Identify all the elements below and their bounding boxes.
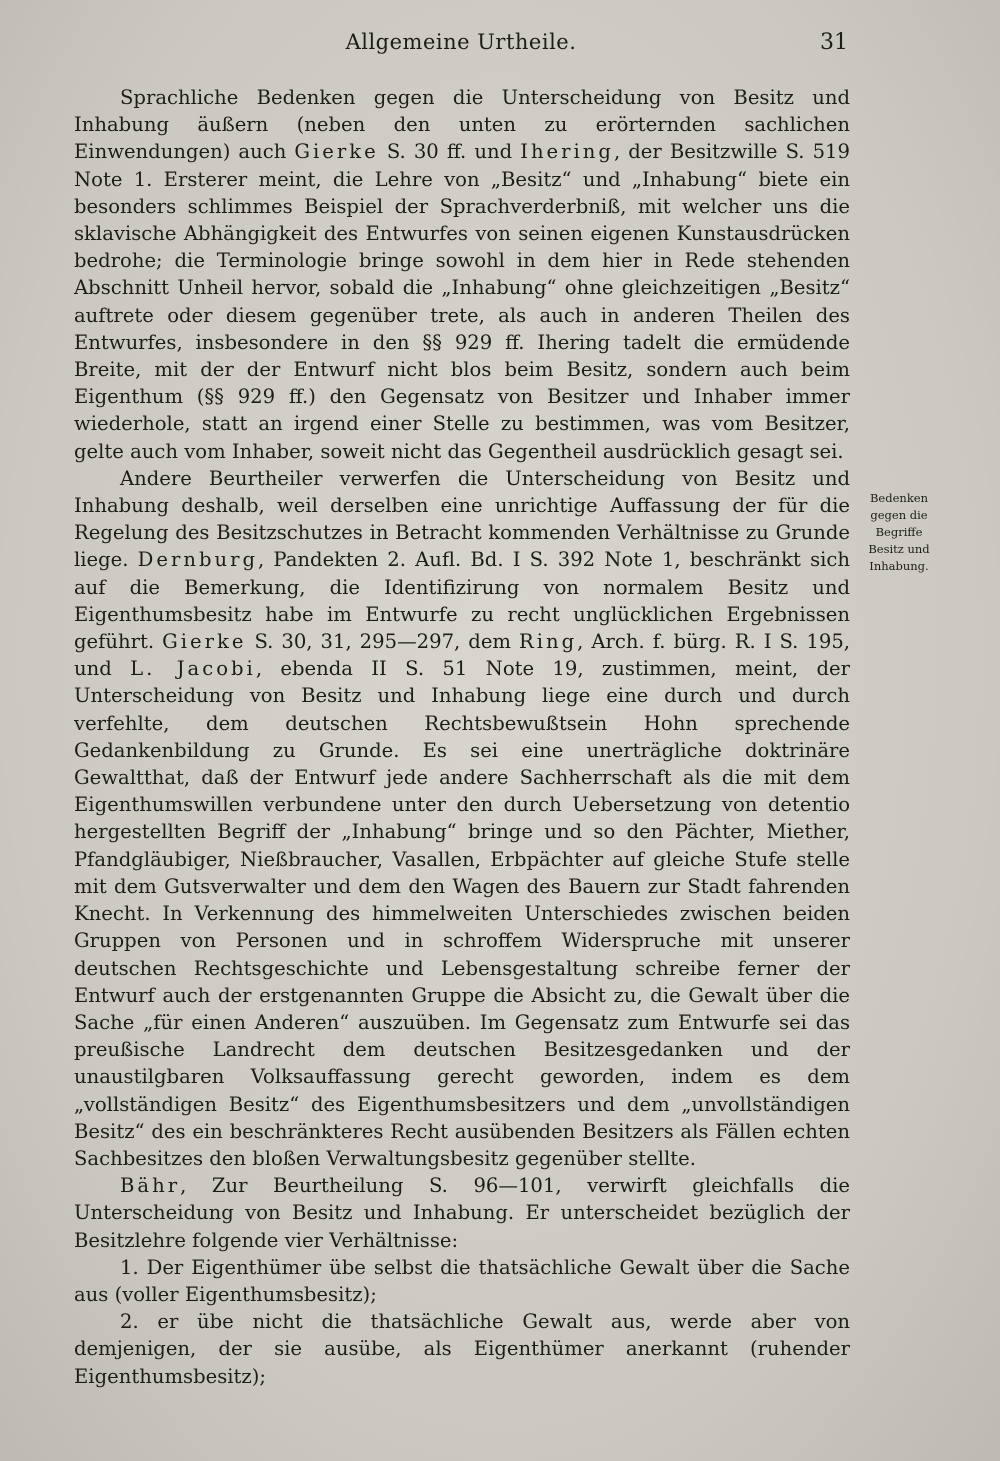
text-segment: , der Besitzwille S. 519 Note 1. Ersterer meint, die Lehre von „Besitz“ und „Inhabung“ biete ein besonders schlimmes Beispiel der Sprachverderbniß, mit welcher uns die sklavische Abhängigkeit des Entwurfes von seinen eigenen Kunstausdrücken bedrohe; die Terminologie bringe sowohl in dem hier in Rede stehenden Abschnitt Unheil hervor, sobald die „Inhabung“ ohne gleichzeitigen „Besitz“ auftrete oder diesem gegenüber trete, als auch in anderen Theilen des Entwurfes, insbesondere in den §§ 929 ff. Ihering tadelt die ermüdende Breite, mit der der Entwurf nicht blos beim Besitz, sondern auch beim Eigenthum (§§ 929 ff.) den Gegensatz von Besitzer und Inhaber immer wiederhole, statt an irgend einer Stelle zu bestimmen, was vom Besitzer, gelte auch vom Inhaber, soweit nicht das Gegentheil ausdrücklich gesagt sei. <box>74 140 850 463</box>
paragraph <box>74 84 850 465</box>
author-name: Gierke <box>162 630 247 654</box>
text-segment: , Pandekten 2. Aufl. Bd. I S. 392 Note 1, beschränkt sich auf die Bemerkung, die Identifizirung von normalem Besitz und Eigenthumsbesitz habe im Entwurfe zu recht unglücklichen Ergebnissen geführt. <box>74 548 851 654</box>
text-segment: , ebenda II S. 51 Note 19, zustimmen, meint, der Unterscheidung von Besitz und Inhabung liege eine durch und durch verfehlte, dem deutschen Rechtsbewußtsein Hohn sprechende Gedankenbildung zu Grunde. Es sei eine unerträgliche doktrinäre Gewaltthat, daß der Entwurf jede andere Sachherrschaft als die mit dem Eigenthumswillen verbundene unter den durch Uebersetzung von detentio hergestellten Begriff der „Inhabung“ bringe und so den Pächter, Miether, Pfandgläubiger, Nießbraucher, Vasallen, Erbpächter auf gleiche Stufe stelle mit dem Gutsverwalter und dem den Wagen des Bauern zur Stadt fahrenden Knecht. In Verkennung des himmelweiten Unterschiedes zwischen beiden Gruppen von Personen und in schroffem Widerspruche mit unserer deutschen Rechtsgeschichte und Lebensgestaltung schreibe ferner der Entwurf auch der erstgenannten Gruppe die Absicht zu, die Gewalt über die Sache „für einen Anderen“ auszuüben. Im Gegensatz zum Entwurfe sei das preußische Landrecht dem deutschen Besitzesgedanken und der unaustilgbaren Volksauffassung gerecht geworden, indem es dem „vollständigen Besitz“ des Eigenthumsbesitzers und dem „unvollständigen Besitz“ des ein beschränkteres Recht ausübenden Besitzers als Fällen echten Sachbesitzes den bloßen Verwaltungsbesitz gegenüber stellte. <box>74 657 850 1170</box>
author-name: Bähr <box>120 1174 181 1198</box>
paragraph <box>74 465 850 1172</box>
author-name: Ihering <box>520 140 614 164</box>
text-segment: Andere Beurtheiler verwerfen die Unterscheidung von Besitz und Inhabung deshalb, weil derselben eine unrichtige Auffassung der für die Regelung des Besitzschutzes in Betracht kommenden Verhältnisse zu Grunde liege. <box>74 466 850 572</box>
author-name: Gierke <box>294 140 379 164</box>
author-name: Dernburg <box>137 548 259 572</box>
text-segment: Sprachliche Bedenken gegen die Unterscheidung von Besitz und Inhabung äußern (neben den unten zu erörternden sachlichen Einwendungen) auch <box>74 86 850 164</box>
text-segment: , Arch. f. bürg. R. I S. 195, und <box>74 630 851 681</box>
running-title: Allgemeine Urtheile. <box>345 30 577 54</box>
page-header <box>74 30 848 60</box>
page-number: 31 <box>820 30 848 55</box>
text-segment: S. 30 ff. und <box>378 140 521 164</box>
text-segment: 1. Der Eigenthümer übe selbst die thatsächliche Gewalt über die Sache aus (voller Eigenthumsbesitz); <box>74 1255 850 1306</box>
text-segment: S. 30, 31, 295—297, dem <box>246 630 519 654</box>
main-text <box>74 84 850 1390</box>
margin-note: Bedenken gegen die Begriffe Besitz und Inhabung. <box>868 491 930 573</box>
text-segment: , Zur Beurtheilung S. 96—101, verwirft gleichfalls die Unterscheidung von Besitz und Inhabung. Er unterscheidet bezüglich der Besitzlehre folgende vier Verhältnisse: <box>74 1174 850 1252</box>
list-item <box>74 1308 850 1390</box>
author-name: Ring <box>518 630 578 654</box>
list-item <box>74 1254 850 1308</box>
text-segment: 2. er übe nicht die thatsächliche Gewalt aus, werde aber von demjenigen, der sie ausübe, als Eigenthümer anerkannt (ruhender Eigenthumsbesitz); <box>74 1310 850 1388</box>
paragraph <box>74 1172 850 1254</box>
author-name: L. Jacobi <box>130 657 256 681</box>
